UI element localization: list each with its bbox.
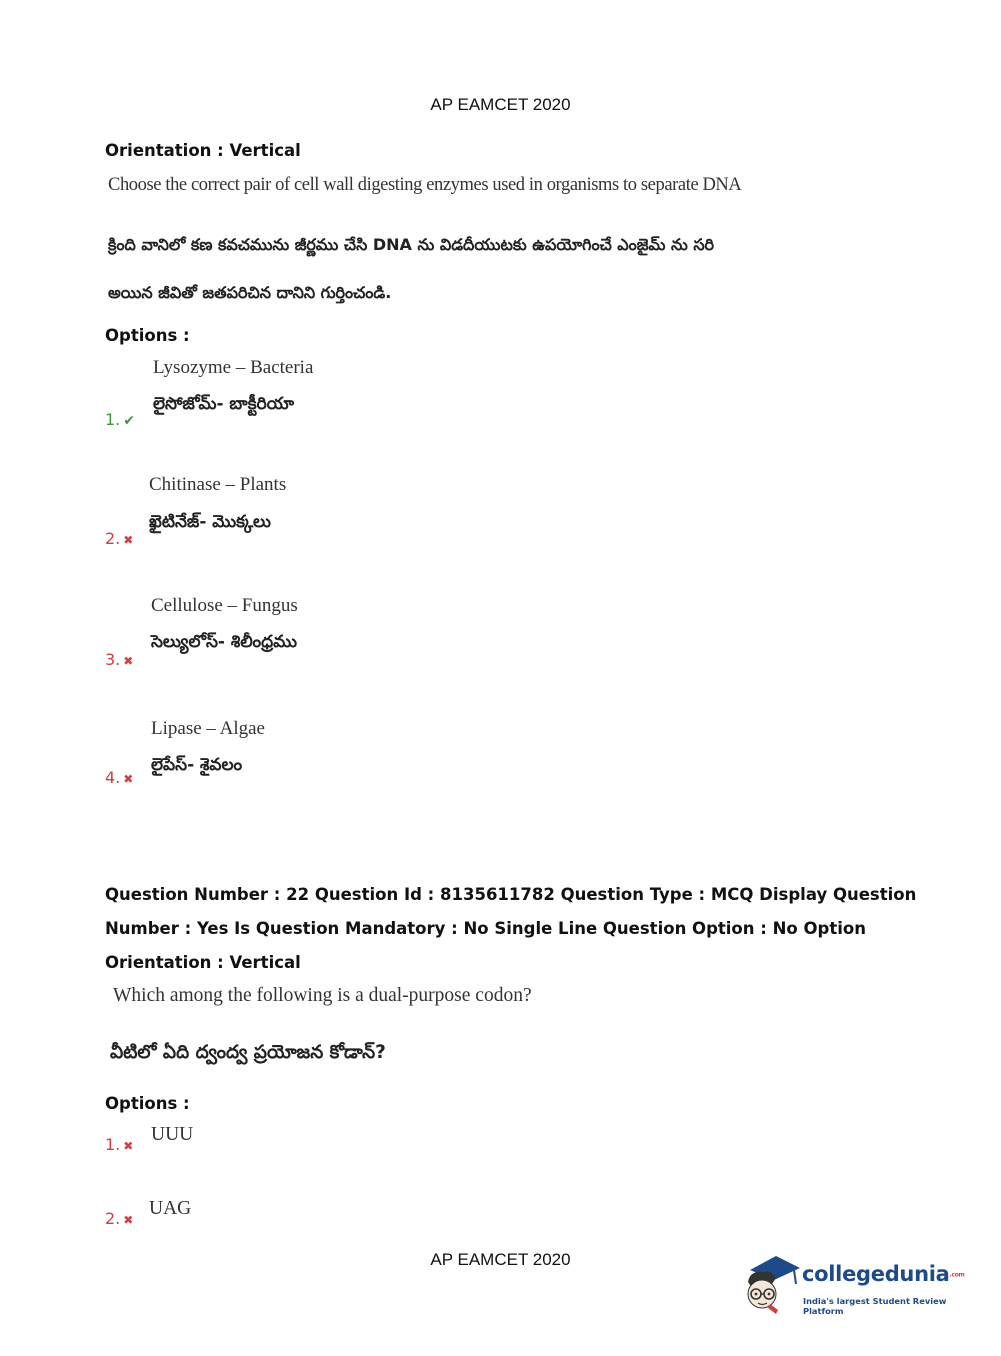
q21-option-3-number (105, 650, 133, 669)
q21-option-4-number (105, 768, 133, 787)
q22-orientation: Orientation : Vertical (105, 953, 301, 972)
option-number: 4. (105, 768, 121, 787)
q22-option-1-en: UUU (151, 1124, 194, 1145)
q22-meta-line1: Question Number : 22 Question Id : 8135611782 Question Type : MCQ Display Question (105, 885, 917, 904)
q21-option-4-te: లైపేస్- శైవలం (151, 755, 243, 775)
q21-option-3-en: Cellulose – Fungus (151, 595, 298, 616)
cross-icon: ✖ (123, 533, 134, 547)
option-number: 2. (105, 1209, 121, 1228)
q21-option-1-te: లైసోజోమ్- బాక్టీరియా (153, 394, 295, 414)
q21-question-en: Choose the correct pair of cell wall digesting enzymes used in organisms to separate DNA (108, 175, 742, 195)
logo-suffix: .com (949, 1271, 965, 1279)
logo-wordmark (802, 1262, 965, 1286)
q21-option-2-number (105, 529, 133, 548)
q22-question-en: Which among the following is a dual-purpose codon? (113, 985, 532, 1006)
q22-option-1-number (105, 1135, 133, 1154)
q21-option-2-te: ఖైటినేజ్- మొక్కలు (149, 512, 271, 532)
q21-options-label: Options : (105, 326, 190, 345)
mascot-icon (742, 1248, 802, 1318)
q21-option-1-number (105, 410, 135, 429)
option-number: 3. (105, 650, 121, 669)
logo-tagline: India's largest Student Review Platform (803, 1296, 947, 1316)
option-number: 2. (105, 529, 121, 548)
q21-option-1-en: Lysozyme – Bacteria (153, 357, 314, 378)
q21-question-te-line1: క్రింది వానిలో కణ కవచమును జీర్ణము చేసి DNA ను విడదీయుటకు ఉపయోగించే ఎంజైమ్ ను సరి (108, 235, 715, 254)
page-footer: AP EAMCET 2020 (430, 1250, 571, 1269)
page-header: AP EAMCET 2020 (430, 95, 571, 114)
q21-option-2-en: Chitinase – Plants (149, 474, 287, 495)
option-number: 1. (105, 410, 121, 429)
q21-question-te-line2: అయిన జీవితో జతపరిచిన దానిని గుర్తించండి. (108, 283, 392, 302)
q22-meta-line2: Number : Yes Is Question Mandatory : No Single Line Question Option : No Option (105, 919, 866, 938)
logo-name: collegedunia (802, 1262, 950, 1286)
check-icon: ✔ (123, 413, 135, 429)
q21-orientation: Orientation : Vertical (105, 141, 301, 160)
cross-icon: ✖ (123, 1139, 134, 1153)
q22-options-label: Options : (105, 1094, 190, 1113)
q21-option-3-te: సెల్యులోస్- శిలీంధ్రము (151, 632, 298, 652)
option-number: 1. (105, 1135, 121, 1154)
q22-option-2-en: UAG (149, 1198, 192, 1219)
cross-icon: ✖ (123, 654, 134, 668)
q22-option-2-number (105, 1209, 133, 1228)
q22-question-te: వీటిలో ఏది ద్వంద్వ ప్రయోజన కోడాన్? (110, 1042, 386, 1063)
collegedunia-logo (742, 1248, 972, 1318)
q21-option-4-en: Lipase – Algae (151, 718, 265, 739)
cross-icon: ✖ (123, 1213, 134, 1227)
cross-icon: ✖ (123, 772, 134, 786)
